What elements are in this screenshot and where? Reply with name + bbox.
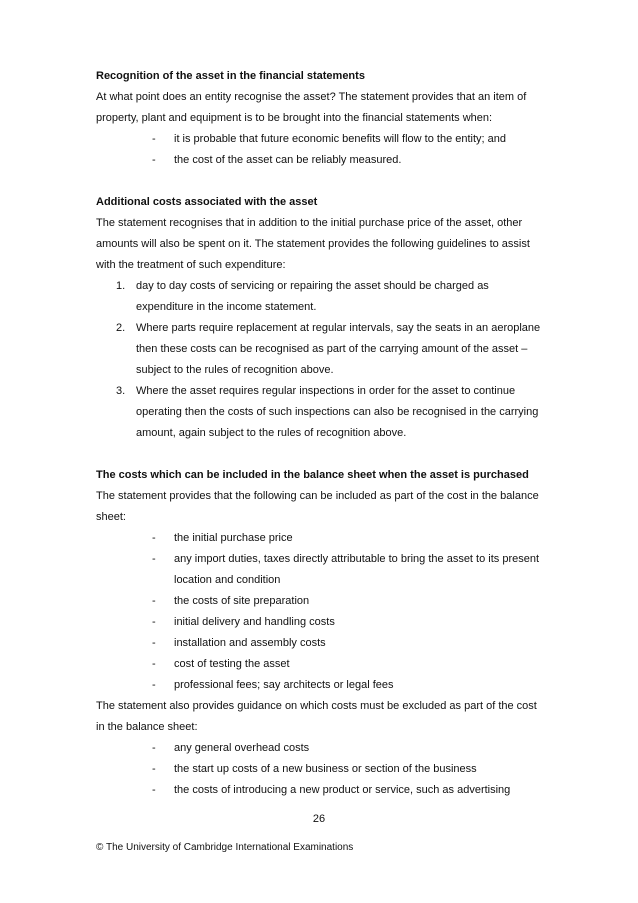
list-item-text: any import duties, taxes directly attributable to bring the asset to its present location and condition <box>174 553 540 586</box>
item-number: 2. <box>116 322 126 334</box>
section-heading-costs-included: The costs which can be included in the balance sheet when the asset is purchased <box>96 469 529 481</box>
list-item <box>152 612 548 633</box>
dash-marker: - <box>152 784 156 796</box>
paragraph: The statement provides that the following can be included as part of the cost in the balance sheet: <box>96 490 539 523</box>
document-page <box>96 66 548 801</box>
list-item-text: the start up costs of a new business or section of the business <box>174 763 477 775</box>
section-heading-additional-costs: Additional costs associated with the asset <box>96 196 318 208</box>
numbered-item <box>116 318 548 381</box>
dash-marker: - <box>152 616 156 628</box>
item-number: 3. <box>116 385 126 397</box>
list-item <box>152 591 548 612</box>
list-item <box>152 780 548 801</box>
dash-marker: - <box>152 595 156 607</box>
numbered-item <box>116 381 548 444</box>
list-item-text: the initial purchase price <box>174 532 293 544</box>
page-number: 26 <box>312 813 326 825</box>
item-text: day to day costs of servicing or repairing the asset should be charged as expenditure in the income statement. <box>136 280 489 313</box>
section-heading-recognition: Recognition of the asset in the financial statements <box>96 70 365 82</box>
item-number: 1. <box>116 280 126 292</box>
item-text: Where parts require replacement at regular intervals, say the seats in an aeroplane then these costs can be recognised as part of the carrying amount of the asset – subject to the rules of recognition above. <box>136 322 541 376</box>
list-item <box>152 129 548 150</box>
item-text: Where the asset requires regular inspections in order for the asset to continue operating then the costs of such inspections can also be recognised in the carrying amount, again subject to the rules of recognition above. <box>136 385 539 439</box>
paragraph: The statement recognises that in addition to the initial purchase price of the asset, other amounts will also be spent on it. The statement provides the following guidelines to assist with the treatment of such expenditure: <box>96 217 530 271</box>
dash-marker: - <box>152 154 156 166</box>
list-item-text: any general overhead costs <box>174 742 310 754</box>
list-item-text: professional fees; say architects or legal fees <box>174 679 394 691</box>
numbered-item <box>116 276 548 318</box>
dash-marker: - <box>152 763 156 775</box>
list-item-text: cost of testing the asset <box>174 658 290 670</box>
dash-marker: - <box>152 742 156 754</box>
list-item-text: installation and assembly costs <box>174 637 326 649</box>
dash-marker: - <box>152 679 156 691</box>
list-item <box>152 654 548 675</box>
dash-marker: - <box>152 133 156 145</box>
list-item-text: initial delivery and handling costs <box>174 616 335 628</box>
list-item <box>152 528 548 549</box>
paragraph: The statement also provides guidance on which costs must be excluded as part of the cost in the balance sheet: <box>96 700 537 733</box>
list-item-text: the cost of the asset can be reliably measured. <box>174 154 402 166</box>
dash-marker: - <box>152 658 156 670</box>
paragraph: At what point does an entity recognise the asset? The statement provides that an item of property, plant and equipment is to be brought into the financial statements when: <box>96 91 527 124</box>
copyright-footer: © The University of Cambridge International Examinations <box>96 842 354 853</box>
list-item <box>152 675 548 696</box>
list-item <box>152 633 548 654</box>
list-item <box>152 759 548 780</box>
list-item-text: the costs of introducing a new product or service, such as advertising <box>174 784 511 796</box>
list-item <box>152 549 548 591</box>
list-item <box>152 150 548 171</box>
list-item-text: the costs of site preparation <box>174 595 310 607</box>
dash-marker: - <box>152 532 156 544</box>
dash-marker: - <box>152 553 156 565</box>
list-item <box>152 738 548 759</box>
list-item-text: it is probable that future economic benefits will flow to the entity; and <box>174 133 507 145</box>
dash-marker: - <box>152 637 156 649</box>
